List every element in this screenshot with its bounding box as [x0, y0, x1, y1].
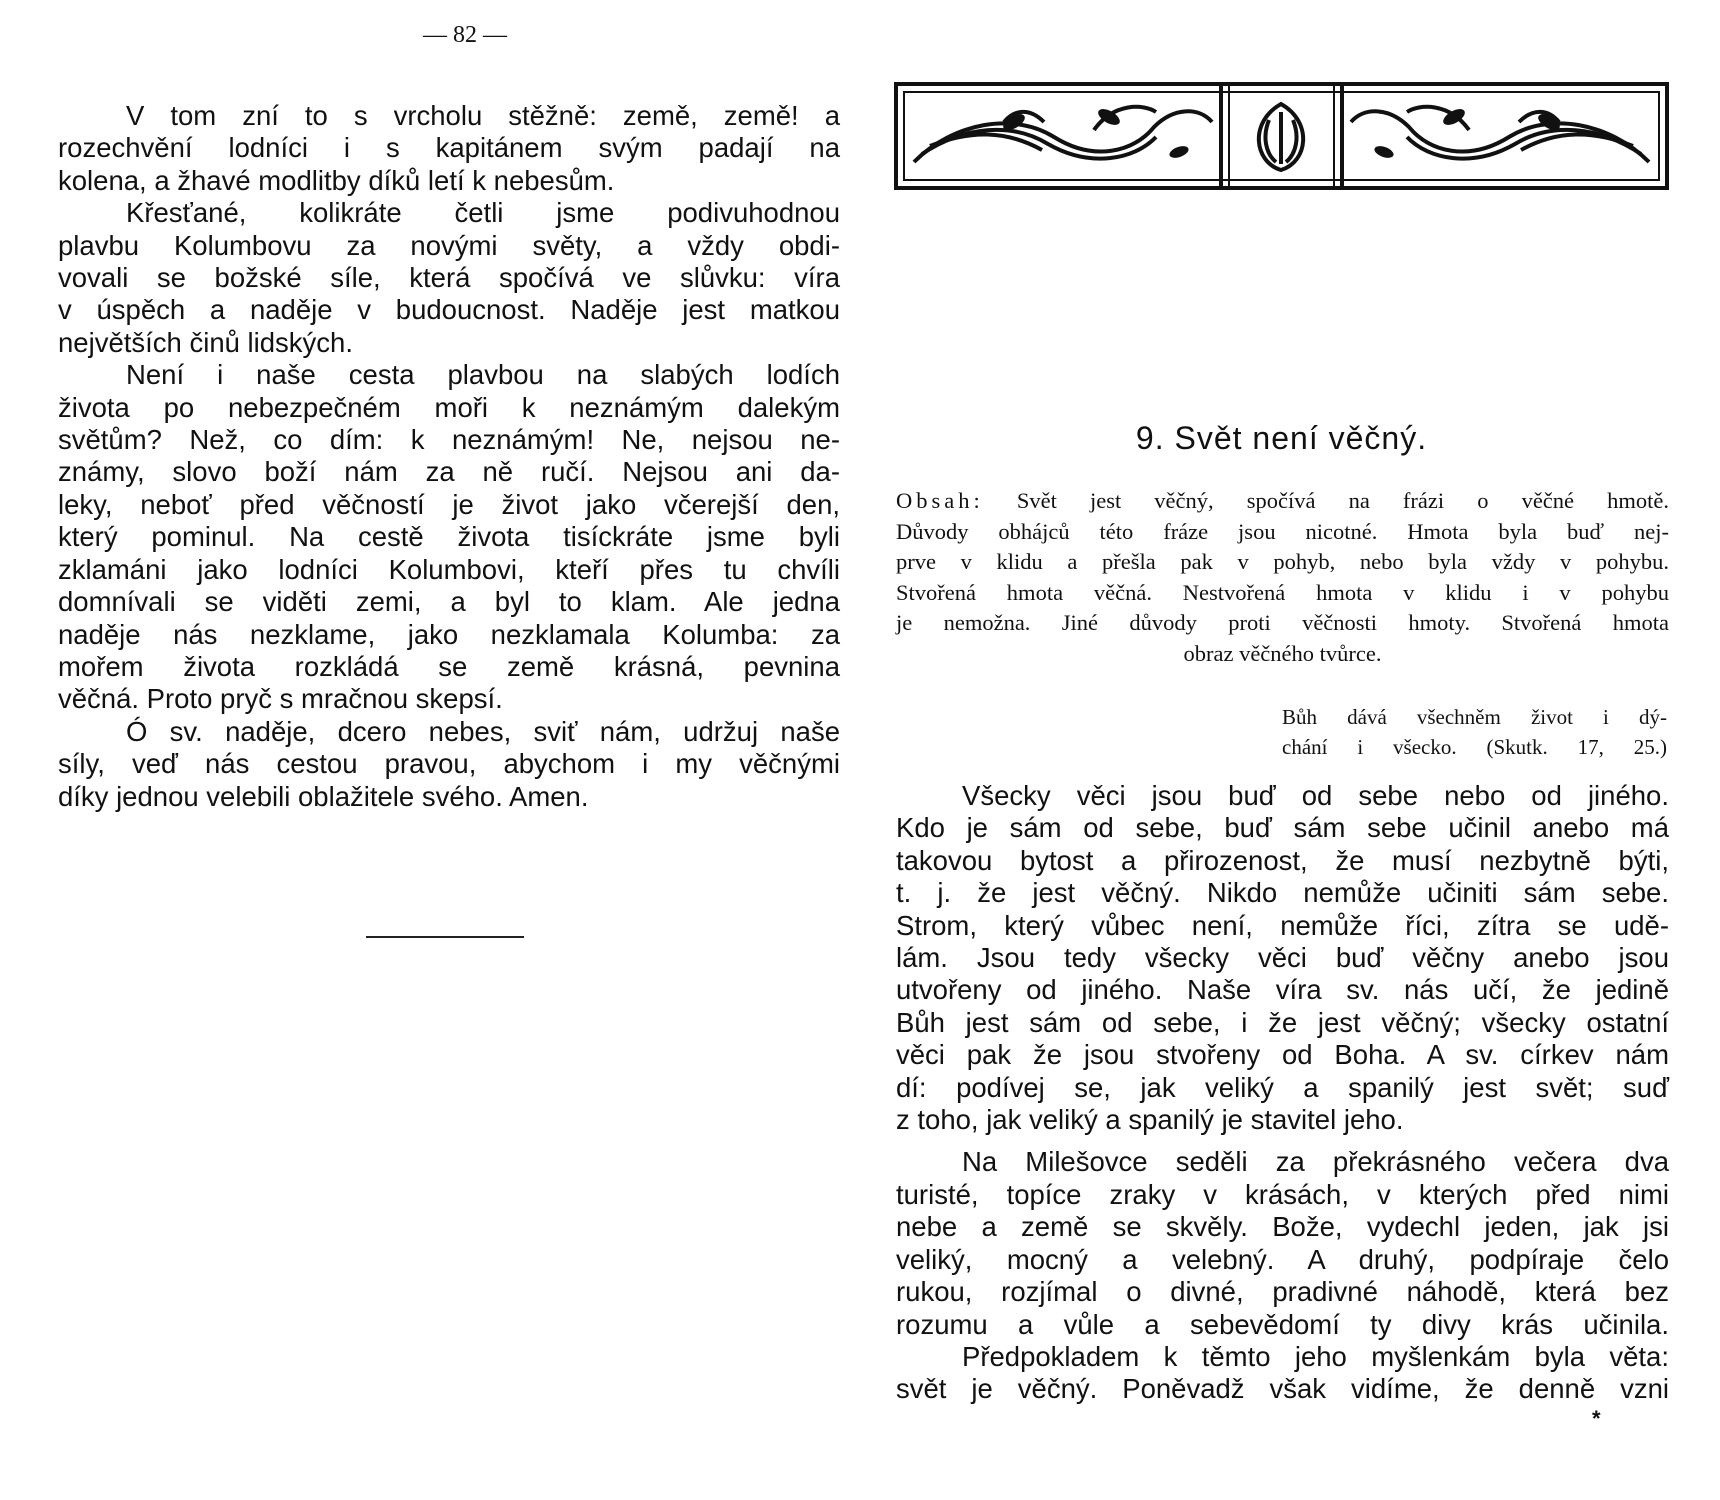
text-line: zklamáni jako lodníci Kolumbovi, kteří přes tu chvíli: [58, 553, 840, 585]
text-line: rozechvění lodníci i s kapitánem svým padají na: [58, 132, 840, 164]
left-column-text: [58, 100, 840, 813]
footnote-mark: *: [1592, 1406, 1601, 1431]
text-line: z toho, jak veliký a spanilý je stavitel jeho.: [896, 1104, 1404, 1136]
text-line: veliký, mocný a velebný. A druhý, podpíraje čelo: [896, 1243, 1669, 1275]
summary-line: Důvody obhájců této fráze jsou nicotné. Hmota byla buď nej-: [896, 518, 1669, 544]
text-line: dí: podívej se, jak veliký a spanilý jest svět; suď: [896, 1071, 1669, 1103]
summary-lead: Obsah:: [896, 488, 984, 513]
summary-line-text: Svět jest věčný, spočívá na frázi o věčné hmotě.: [1016, 488, 1669, 513]
summary-line: Stvořená hmota věčná. Nestvořená hmota v klidu i v pohybu: [896, 579, 1669, 605]
section-end-rule: [366, 936, 524, 938]
text-line: největších činů lidských.: [58, 326, 353, 358]
text-line: mořem života rozkládá se země krásná, pevnina: [58, 650, 840, 682]
text-line: svět je věčný. Poněvadž však vidíme, že denně vzni: [896, 1373, 1669, 1405]
text-line: síly, veď nás cestou pravou, abychom i my věčnými: [58, 748, 840, 780]
summary-line: prve v klidu a přešla pak v pohyb, nebo byla vždy v pohybu.: [896, 549, 1669, 574]
motto-line: chání i všecko. (Skutk. 17, 25.): [1282, 735, 1667, 759]
text-line: věčná. Proto pryč s mračnou skepsí.: [58, 683, 503, 715]
text-line: Strom, který vůbec není, nemůže říci, zítra se udě-: [896, 909, 1669, 941]
text-line: rozumu a vůle a sebevědomí ty divy krás učinila.: [896, 1308, 1669, 1340]
text-line: Bůh jest sám od sebe, i že jest věčný; všecky ostatní: [896, 1006, 1669, 1038]
text-line: Předpokladem k těmto jeho myšlenkám byla věta:: [962, 1340, 1669, 1372]
text-line: Na Milešovce seděli za překrásného večera dva: [962, 1146, 1669, 1178]
text-line: rukou, rozjímal o divné, pradivné náhodě, která bez: [896, 1276, 1669, 1308]
text-line: V tom zní to s vrcholu stěžně: země, země! a: [126, 100, 840, 131]
motto-line: Bůh dává všechněm život i dý-: [1282, 705, 1667, 729]
chapter-title-text: 9. Svět není věčný.: [1135, 420, 1428, 456]
text-line: vovali se božské síle, která spočívá ve slůvku: víra: [58, 262, 840, 294]
paragraph-gap: [896, 1136, 1669, 1146]
chapter-ornament-icon: [894, 82, 1669, 190]
text-line: plavbu Kolumbovu za novými světy, a vždy obdi-: [58, 229, 840, 261]
text-line: díky jednou velebili oblažitele svého. Amen.: [58, 780, 589, 812]
text-line: světům? Než, co dím: k neznámým! Ne, nejsou ne-: [58, 424, 840, 456]
text-line: takovou bytost a přirozenost, že musí nezbytně býti,: [896, 844, 1669, 876]
text-line: leky, neboť před věčností je život jako včerejší den,: [58, 488, 840, 520]
text-line: v úspěch a naděje v budoucnost. Naděje jest matkou: [58, 294, 840, 326]
text-line: věci pak že jsou stvořeny od Boha. A sv. církev nám: [896, 1039, 1669, 1071]
text-line: kolena, a žhavé modlitby díků letí k nebesům.: [58, 164, 615, 196]
text-line: známy, slovo boží nám za ně ručí. Nejsou ani da-: [58, 456, 840, 488]
page-number: — 82 —: [423, 22, 507, 48]
summary-line: [896, 486, 1669, 517]
chapter-motto: [1282, 702, 1667, 762]
text-line: domnívali se viděti zemi, a byl to klam. Ale jedna: [58, 586, 840, 618]
text-line: naděje nás nezklame, jako nezklamala Kolumba: za: [58, 618, 840, 650]
text-line: Není i naše cesta plavbou na slabých lodích: [126, 359, 840, 391]
text-line: nebe a země se skvěly. Bože, vydechl jeden, jak jsi: [896, 1211, 1669, 1243]
text-line: Křesťané, kolikráte četli jsme podivuhodnou: [126, 197, 840, 229]
text-line: Ó sv. naděje, dcero nebes, sviť nám, udržuj naše: [126, 715, 840, 747]
summary-line: obraz věčného tvůrce.: [1183, 640, 1382, 666]
text-line: t. j. že jest věčný. Nikdo nemůže učiniti sám sebe.: [896, 877, 1669, 909]
text-line: Kdo je sám od sebe, buď sám sebe učinil anebo má: [896, 812, 1669, 844]
right-column-text: [896, 780, 1669, 1406]
text-line: který pominul. Na cestě života tisíckráte jsme byli: [58, 521, 840, 553]
summary-line: je nemožna. Jiné důvody proti věčnosti hmoty. Stvořená hmota: [896, 610, 1669, 635]
text-line: turisté, topíce zraky v krásách, v kterých před nimi: [896, 1178, 1669, 1210]
text-line: lám. Jsou tedy všecky věci buď věčny anebo jsou: [896, 942, 1669, 974]
text-line: Všecky věci jsou buď od sebe nebo od jiného.: [962, 780, 1669, 811]
chapter-title: [894, 420, 1669, 457]
text-line: života po nebezpečném moři k neznámým dalekým: [58, 391, 840, 423]
chapter-summary: [896, 486, 1669, 669]
text-line: utvořeny od jiného. Naše víra sv. nás učí, že jedině: [896, 974, 1669, 1006]
